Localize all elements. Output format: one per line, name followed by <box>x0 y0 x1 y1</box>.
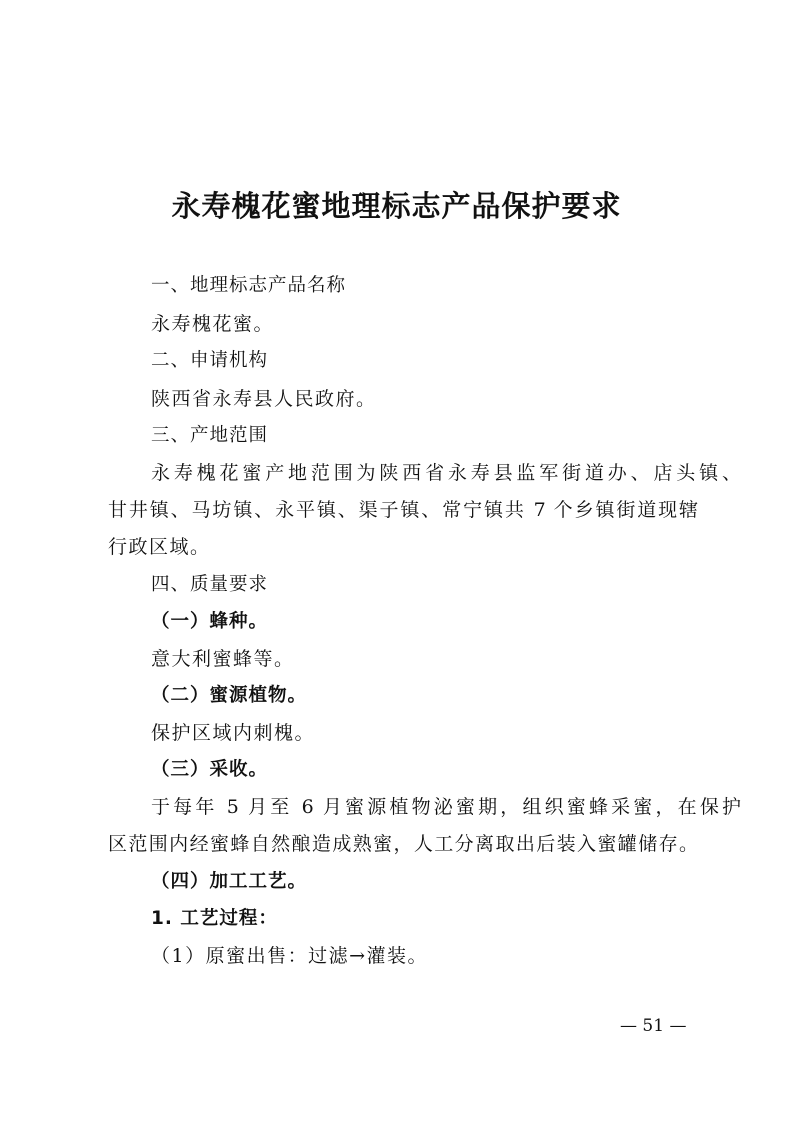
subsection-body-harvest-line1: 于每年 5 月至 6 月蜜源植物泌蜜期，组织蜜蜂采蜜，在保护 <box>151 796 741 818</box>
subsection-body-bee-species: 意大利蜜蜂等。 <box>151 648 295 670</box>
subsection-heading-bee-species: （一）蜂种。 <box>151 611 269 632</box>
section-heading-applicant: 二、申请机构 <box>151 350 269 371</box>
item-heading-process-flow: 1. 工艺过程： <box>151 908 278 929</box>
section-body-origin-range-line2: 甘井镇、马坊镇、永平镇、渠子镇、常宁镇共 7 个乡镇街道现辖 <box>108 499 698 521</box>
section-heading-quality: 四、质量要求 <box>151 574 269 595</box>
section-body-applicant: 陕西省永寿县人民政府。 <box>151 388 377 410</box>
document-title: 永寿槐花蜜地理标志产品保护要求 <box>171 189 622 223</box>
section-body-origin-range-line1: 永寿槐花蜜产地范围为陕西省永寿县监军街道办、店头镇、 <box>151 462 741 484</box>
page-number: — 51 — <box>620 1016 687 1036</box>
subsection-heading-nectar-plant: （二）蜜源植物。 <box>151 685 308 706</box>
item-body-raw-honey-sale: （1）原蜜出售：过滤→灌装。 <box>151 945 429 967</box>
section-body-origin-range-line3: 行政区域。 <box>108 536 211 558</box>
section-heading-product-name: 一、地理标志产品名称 <box>151 275 347 296</box>
section-body-product-name: 永寿槐花蜜。 <box>151 313 275 335</box>
subsection-body-harvest-line2: 区范围内经蜜蜂自然酿造成熟蜜，人工分离取出后装入蜜罐储存。 <box>108 833 698 855</box>
subsection-heading-harvest: （三）采收。 <box>151 759 269 780</box>
subsection-heading-processing: （四）加工工艺。 <box>151 871 308 892</box>
subsection-body-nectar-plant: 保护区域内刺槐。 <box>151 722 316 744</box>
section-heading-origin-range: 三、产地范围 <box>151 425 269 446</box>
